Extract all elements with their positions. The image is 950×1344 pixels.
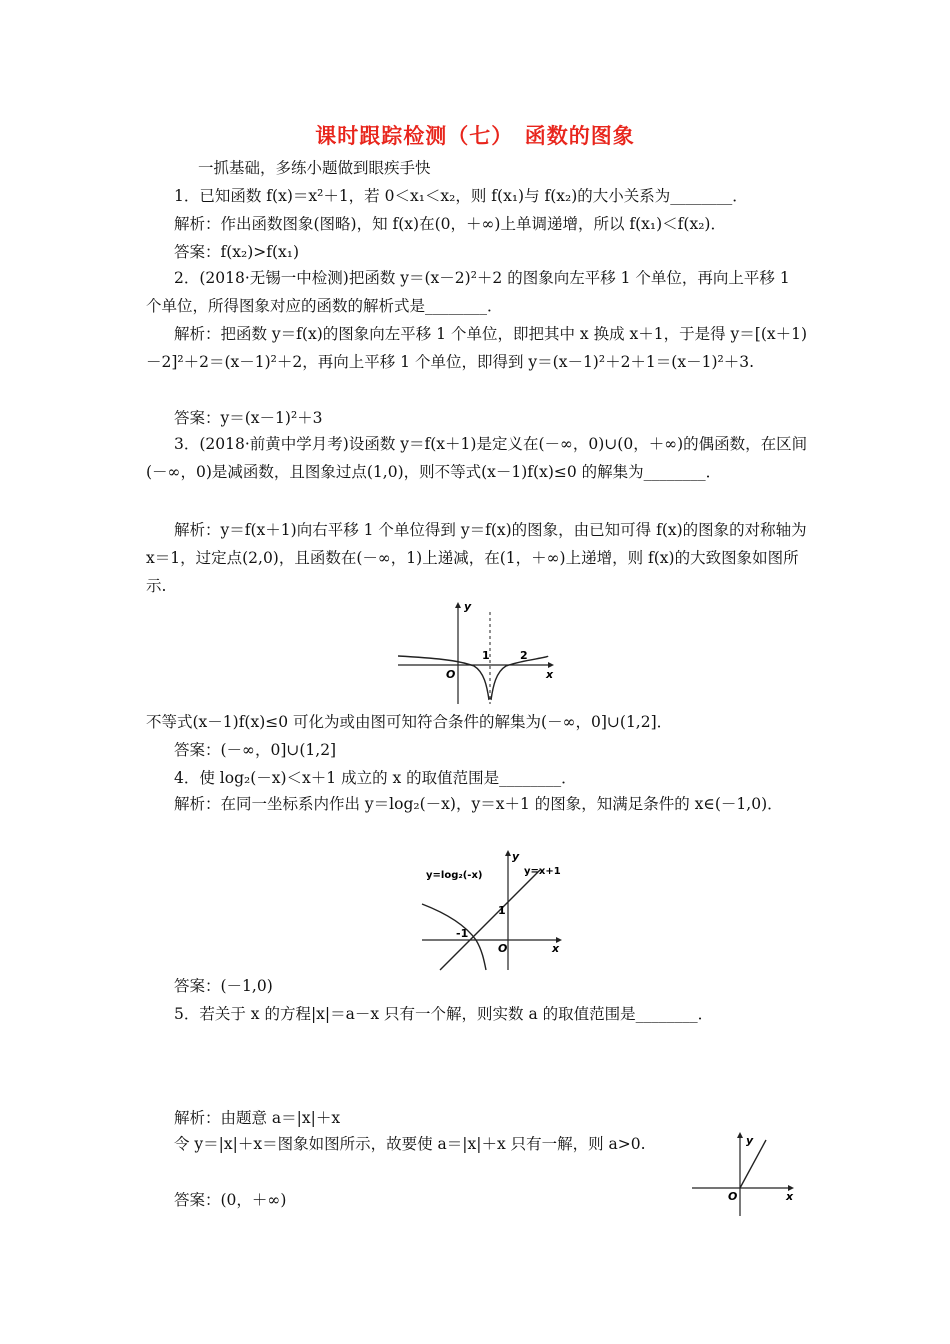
q3-curve-right (491, 656, 548, 700)
q4-y-arrow (505, 850, 511, 856)
q1-analysis: 解析：作出函数图象(图略)，知 f(x)在(0，＋∞)上单调递增，所以 f(x₁)＜f(x₂)． (174, 215, 726, 233)
q5-question: 5．若关于 x 的方程|x|＝a－x 只有一个解，则实数 a 的取值范围是________． (174, 1005, 714, 1023)
q5-analysis2: 令 y＝|x|＋x＝图象如图所示，故要使 a＝|x|＋x 只有一解，则 a>0. (174, 1135, 646, 1153)
q3-analysis-block (146, 516, 810, 600)
q3-question-block (146, 430, 810, 486)
q3-origin: O (446, 668, 456, 681)
q5-y-label: y (746, 1134, 754, 1147)
q4-tick-y: 1 (498, 904, 506, 917)
q2-analysis: 解析：把函数 y＝f(x)的图象向左平移 1 个单位，即把其中 x 换成 x＋1，于是得 y＝[(x＋1)－2]²＋2＝(x－1)²＋2，再向上平移 1 个单位，即得到 y＝(x－1)²＋2＋1＝(x－1)²＋3. (146, 325, 808, 371)
q3-curve-left (398, 656, 489, 700)
q3-conclusion: 不等式(x－1)f(x)≤0 可化为或由图可知符合条件的解集为(－∞，0]∪(1,2]． (146, 713, 673, 731)
q5-analysis2-block (146, 1130, 674, 1158)
q5-ray (740, 1140, 766, 1188)
q4-curve-label: y=log₂(-x) (426, 870, 483, 881)
q5-figure (690, 1128, 802, 1222)
q5-y-arrow (737, 1132, 743, 1138)
page-title: 课时跟踪检测（七） 函数的图象 (315, 123, 635, 148)
q4-question: 4．使 log₂(－x)＜x＋1 成立的 x 的取值范围是________． (174, 769, 577, 787)
q2-analysis-block (146, 320, 810, 376)
q3-y-arrow (455, 602, 461, 608)
q4-figure (418, 848, 568, 976)
q1-answer: 答案：f(x₂)>f(x₁) (174, 243, 300, 261)
q4-x-label: x (552, 942, 560, 955)
q3-answer: 答案：(－∞，0]∪(1,2] (174, 741, 337, 759)
q4-answer: 答案：(－1,0) (174, 977, 273, 995)
q4-line-label: y=x+1 (524, 866, 561, 877)
q3-y-label: y (464, 600, 472, 613)
q4-origin: O (498, 942, 508, 955)
q5-answer: 答案：(0，＋∞) (174, 1191, 287, 1209)
q1-question: 1．已知函数 f(x)＝x²＋1，若 0＜x₁＜x₂，则 f(x₁)与 f(x₂)的大小关系为________． (174, 187, 748, 205)
q2-question-block (146, 264, 810, 320)
q5-analysis: 解析：由题意 a＝|x|＋x (174, 1109, 341, 1127)
subtitle: 一抓基础，多练小题做到眼疾手快 (198, 159, 431, 177)
q2-answer: 答案：y＝(x－1)²＋3 (174, 409, 323, 427)
q3-tick-1: 1 (482, 649, 490, 662)
q3-question: 3．(2018·前黄中学月考)设函数 y＝f(x＋1)是定义在(－∞，0)∪(0，＋∞)的偶函数，在区间(－∞，0)是减函数，且图象过点(1,0)，则不等式(x－1)f(x)≤0 的解集为________． (146, 435, 808, 481)
q4-log-curve (422, 904, 486, 970)
q3-x-label: x (546, 668, 554, 681)
q2-question: 2．(2018·无锡一中检测)把函数 y＝(x－2)²＋2 的图象向左平移 1 个单位，再向上平移 1 个单位，所得图象对应的函数的解析式是________． (146, 269, 790, 315)
q5-x-label: x (786, 1190, 794, 1203)
q3-figure (398, 600, 558, 710)
q4-analysis: 解析：在同一坐标系内作出 y＝log₂(－x)，y＝x＋1 的图象，知满足条件的 x∈(－1,0)． (174, 795, 783, 813)
q4-analysis-block (146, 790, 810, 818)
q3-analysis: 解析：y＝f(x＋1)向右平移 1 个单位得到 y＝f(x)的图象，由已知可得 f(x)的图象的对称轴为 x＝1，过定点(2,0)，且函数在(－∞，1)上递减，在(1，＋∞)上递增，则 f(x)的大致图象如图所示. (146, 521, 807, 595)
q4-tick-x: -1 (456, 927, 469, 940)
q5-origin: O (728, 1190, 738, 1203)
q3-tick-2: 2 (520, 649, 528, 662)
q4-y-label: y (512, 850, 520, 863)
